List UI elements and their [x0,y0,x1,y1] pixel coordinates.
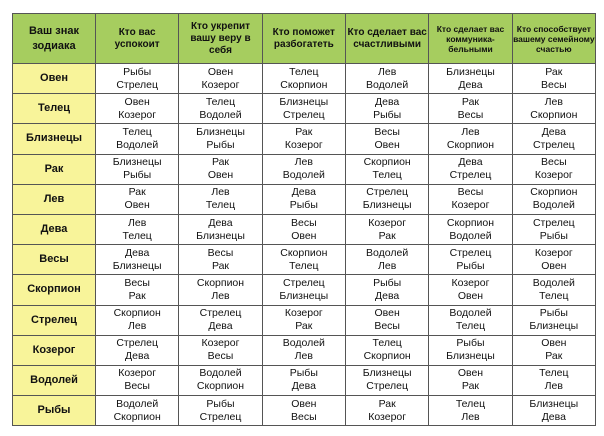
match-cell [512,64,595,94]
match-sign: Рак [211,156,230,169]
match-sign: Рак [128,289,146,302]
match-cell [179,365,262,395]
match-sign: Скорпион [196,380,245,393]
match-cell [512,305,595,335]
match-sign: Близнецы [196,229,245,242]
match-sign: Весы [291,410,317,423]
match-cell [96,154,179,184]
match-sign: Дева [375,289,400,302]
match-cell [96,124,179,154]
header-family: Кто способствует вашему семейному счастью [512,14,595,64]
match-cell [262,305,345,335]
match-sign: Телец [372,337,402,350]
match-cell [429,305,512,335]
match-cell [429,64,512,94]
match-sign: Рыбы [289,367,318,380]
match-sign: Скорпион [530,108,578,121]
match-sign: Лев [544,380,563,393]
sign-cell: Весы [13,245,96,275]
table-row [13,64,596,94]
match-sign: Стрелец [449,246,492,259]
match-sign: Скорпион [363,156,411,169]
table-row [13,94,596,124]
match-sign: Рак [378,397,396,410]
match-cell [345,94,428,124]
match-sign: Весы [207,246,234,259]
match-sign: Дева [125,246,150,259]
match-cell [262,396,345,426]
match-sign: Дева [208,320,233,333]
match-sign: Овен [207,169,234,182]
match-sign: Рыбы [539,229,568,242]
sign-cell: Водолей [13,365,96,395]
match-cell [96,214,179,244]
match-cell [96,335,179,365]
match-sign: Стрелец [449,169,492,182]
match-cell [345,275,428,305]
match-sign: Телец [205,95,236,108]
match-sign: Дева [291,186,316,199]
match-sign: Водолей [532,199,575,212]
match-sign: Телец [122,229,152,242]
match-cell [179,275,262,305]
match-sign: Скорпион [280,78,328,91]
match-sign: Рак [128,186,146,199]
match-sign: Овен [124,199,150,212]
table-row [13,396,596,426]
match-sign: Скорпион [196,276,245,289]
match-cell [512,365,595,395]
match-sign: Лев [128,320,147,333]
match-cell [512,245,595,275]
match-sign: Рак [295,125,313,138]
sign-cell: Телец [13,94,96,124]
match-cell [512,94,595,124]
sign-cell: Рак [13,154,96,184]
match-sign: Телец [455,320,486,333]
header-wealth: Кто поможет разбогатеть [262,14,345,64]
match-sign: Рыбы [539,307,568,320]
match-sign: Овен [457,367,484,380]
match-sign: Стрелец [532,216,575,229]
match-sign: Козерог [201,337,240,350]
match-sign: Рыбы [123,169,152,182]
match-sign: Рыбы [206,397,235,410]
match-cell [512,335,595,365]
match-sign: Близнецы [446,350,495,363]
match-cell [179,335,262,365]
sign-cell: Стрелец [13,305,96,335]
match-sign: Весы [374,125,400,138]
match-cell [96,396,179,426]
match-sign: Близнецы [446,65,495,78]
match-sign: Водолей [199,367,242,380]
match-sign: Водолей [449,307,492,320]
table-row [13,245,596,275]
match-sign: Стрелец [282,108,325,121]
match-sign: Лев [461,410,480,423]
match-cell [345,365,428,395]
match-sign: Козерог [368,216,407,229]
match-sign: Близнецы [196,125,245,138]
match-sign: Скорпион [446,216,495,229]
match-sign: Рак [295,320,313,333]
match-sign: Весы [207,350,234,363]
match-sign: Козерог [284,307,323,320]
match-sign: Скорпион [280,246,328,259]
match-sign: Лев [461,125,480,138]
table-row [13,214,596,244]
match-sign: Козерог [118,108,157,121]
match-cell [262,214,345,244]
match-cell [345,184,428,214]
match-sign: Стрелец [366,380,408,393]
sign-cell: Козерог [13,335,96,365]
match-cell [262,275,345,305]
header-calm: Кто вас успокоит [96,14,179,64]
match-cell [262,154,345,184]
match-cell [262,335,345,365]
match-sign: Рак [378,229,396,242]
match-cell [96,245,179,275]
match-cell [345,335,428,365]
match-cell [429,94,512,124]
match-cell [96,64,179,94]
match-sign: Овен [124,95,150,108]
match-sign: Дева [541,410,566,423]
match-cell [262,124,345,154]
match-sign: Весы [457,108,484,121]
match-sign: Стрелец [116,337,159,350]
match-sign: Весы [124,380,150,393]
match-sign: Близнецы [362,199,412,212]
match-sign: Скорпион [113,307,161,320]
zodiac-compatibility-table [12,13,596,426]
match-sign: Лев [544,95,563,108]
match-cell [96,275,179,305]
match-sign: Лев [211,186,230,199]
table-row [13,275,596,305]
sign-cell: Скорпион [13,275,96,305]
match-cell [262,245,345,275]
match-sign: Телец [122,125,152,138]
match-sign: Дева [125,350,150,363]
match-sign: Овен [207,65,234,78]
header-communication: Кто сделает вас коммуника-бельными [429,14,512,64]
match-sign: Стрелец [199,307,242,320]
match-sign: Рыбы [289,199,318,212]
match-sign: Рак [461,95,480,108]
match-sign: Близнецы [529,320,579,333]
table-row [13,305,596,335]
match-cell [429,365,512,395]
match-sign: Стрелец [532,138,575,151]
match-sign: Водолей [282,337,325,350]
match-sign: Рак [211,259,230,272]
match-cell [345,154,428,184]
match-sign: Близнецы [362,367,412,380]
match-cell [345,305,428,335]
sign-cell: Овен [13,64,96,94]
match-cell [262,365,345,395]
match-cell [96,305,179,335]
match-cell [179,396,262,426]
match-sign: Овен [374,138,400,151]
match-cell [262,184,345,214]
match-cell [96,365,179,395]
match-cell [179,154,262,184]
match-sign: Стрелец [116,78,159,91]
match-cell [345,245,428,275]
table-row [13,124,596,154]
header-confidence: Кто укрепит вашу веру в себя [179,14,262,64]
match-cell [179,305,262,335]
match-cell [96,94,179,124]
match-sign: Лев [294,350,313,363]
match-sign: Козерог [118,367,157,380]
match-cell [429,154,512,184]
match-sign: Дева [375,95,400,108]
match-sign: Дева [541,125,566,138]
match-cell [429,184,512,214]
match-sign: Овен [457,289,484,302]
match-sign: Рыбы [456,337,485,350]
header-happiness: Кто сделает вас счастливыми [345,14,428,64]
match-cell [345,396,428,426]
match-sign: Лев [377,259,397,272]
match-sign: Козерог [201,78,240,91]
match-sign: Рыбы [373,108,402,121]
match-cell [262,64,345,94]
match-sign: Водолей [366,246,409,259]
match-sign: Водолей [199,108,242,121]
match-sign: Овен [541,337,567,350]
match-cell [179,124,262,154]
sign-cell: Лев [13,184,96,214]
match-sign: Водолей [449,229,492,242]
match-sign: Водолей [116,397,159,410]
match-sign: Рак [545,350,563,363]
match-sign: Близнецы [529,397,579,410]
match-sign: Козерог [534,169,573,182]
match-sign: Телец [539,367,569,380]
table-row [13,154,596,184]
sign-cell: Близнецы [13,124,96,154]
match-sign: Водолей [366,78,409,91]
match-sign: Телец [455,397,486,410]
match-sign: Весы [374,320,400,333]
match-sign: Лев [128,216,147,229]
match-sign: Овен [541,259,567,272]
match-sign: Телец [289,259,319,272]
match-sign: Рыбы [123,65,152,78]
match-sign: Близнецы [279,289,329,302]
match-cell [429,124,512,154]
match-sign: Водолей [282,169,325,182]
sign-cell: Дева [13,214,96,244]
match-sign: Рыбы [206,138,235,151]
match-sign: Весы [291,216,317,229]
match-sign: Дева [458,156,483,169]
match-sign: Скорпион [363,350,411,363]
match-cell [345,124,428,154]
match-cell [179,64,262,94]
match-cell [345,64,428,94]
match-cell [179,94,262,124]
match-sign: Дева [291,380,316,393]
match-sign: Стрелец [366,186,408,199]
match-sign: Близнецы [112,156,162,169]
match-sign: Козерог [451,276,490,289]
table-row [13,365,596,395]
match-sign: Близнецы [279,95,329,108]
match-sign: Козерог [451,199,490,212]
match-sign: Весы [457,186,484,199]
match-sign: Близнецы [112,259,162,272]
header-sign: Ваш знак зодиака [13,14,96,64]
match-cell [512,154,595,184]
match-cell [512,275,595,305]
match-cell [96,184,179,214]
match-sign: Овен [291,229,317,242]
match-cell [345,214,428,244]
match-cell [429,214,512,244]
match-sign: Козерог [368,410,407,423]
match-sign: Телец [539,289,569,302]
match-sign: Скорпион [113,410,161,423]
match-sign: Овен [291,397,317,410]
match-cell [512,184,595,214]
match-cell [512,214,595,244]
match-sign: Козерог [284,138,323,151]
match-sign: Дева [208,216,233,229]
match-cell [429,396,512,426]
header-row [13,14,596,64]
match-cell [179,245,262,275]
match-sign: Лев [211,289,230,302]
match-cell [429,335,512,365]
match-sign: Рак [545,65,563,78]
sign-cell: Рыбы [13,396,96,426]
table-row [13,335,596,365]
table-row [13,184,596,214]
match-sign: Лев [377,65,397,78]
match-sign: Скорпион [446,138,495,151]
match-sign: Рыбы [456,259,485,272]
match-sign: Козерог [534,246,573,259]
match-cell [179,184,262,214]
match-sign: Скорпион [530,186,578,199]
match-sign: Дева [458,78,483,91]
match-cell [512,124,595,154]
match-sign: Весы [541,78,567,91]
match-sign: Телец [372,169,402,182]
match-sign: Стрелец [282,276,325,289]
match-sign: Телец [289,65,319,78]
match-sign: Водолей [532,276,575,289]
match-cell [429,275,512,305]
match-cell [512,396,595,426]
match-sign: Весы [541,156,567,169]
match-cell [179,214,262,244]
match-sign: Лев [294,156,313,169]
match-sign: Стрелец [199,410,242,423]
match-sign: Рак [461,380,480,393]
match-sign: Телец [205,199,236,212]
match-cell [262,94,345,124]
match-sign: Овен [374,307,400,320]
match-sign: Водолей [116,138,159,151]
match-sign: Рыбы [373,276,402,289]
match-cell [429,245,512,275]
match-sign: Весы [124,276,150,289]
